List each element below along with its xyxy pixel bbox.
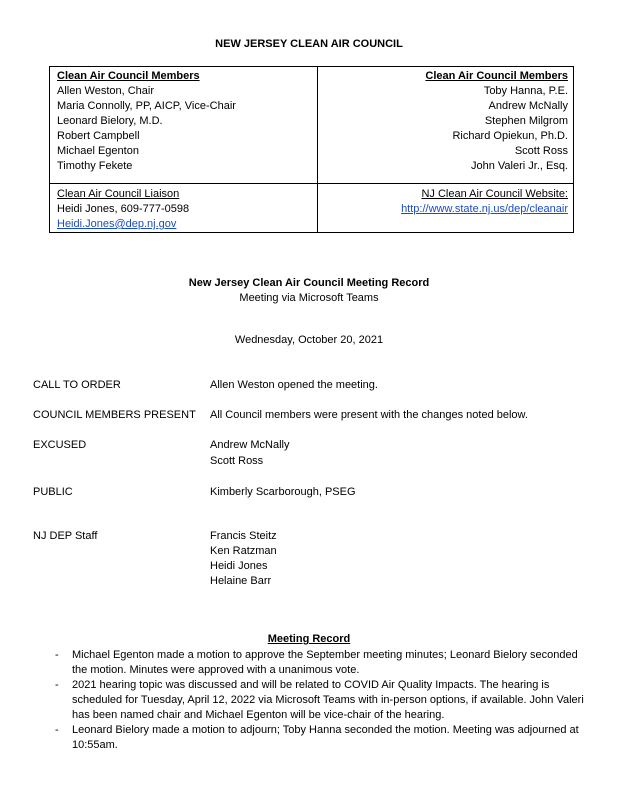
member-name: John Valeri Jr., Esq. [470, 160, 568, 172]
website-cell [318, 187, 568, 217]
call-to-order-value: Allen Weston opened the meeting. [210, 379, 378, 391]
member-name: Toby Hanna, P.E. [483, 85, 568, 97]
record-date: Wednesday, October 20, 2021 [234, 334, 384, 346]
present-label: COUNCIL MEMBERS PRESENT [33, 409, 196, 421]
website-link[interactable]: http://www.state.nj.us/dep/cleanair [401, 203, 568, 215]
record-title: New Jersey Clean Air Council Meeting Record [188, 277, 430, 289]
staff-name: Helaine Barr [210, 575, 272, 587]
excused-name: Scott Ross [210, 455, 264, 467]
excused-name: Andrew McNally [210, 439, 290, 451]
table-divider-horizontal [50, 183, 573, 184]
excused-label: EXCUSED [33, 439, 87, 451]
members-table [49, 66, 574, 233]
list-item [55, 678, 585, 723]
member-name: Richard Opiekun, Ph.D. [452, 130, 568, 142]
list-item [55, 723, 585, 753]
staff-name: Ken Ratzman [210, 545, 277, 557]
member-name: Scott Ross [514, 145, 568, 157]
dash-marker: - [55, 679, 59, 691]
members-right-heading: Clean Air Council Members [425, 70, 568, 82]
member-name: Allen Weston, Chair [57, 85, 155, 97]
dash-marker: - [55, 724, 59, 736]
member-name: Andrew McNally [488, 100, 568, 112]
member-name: Leonard Bielory, M.D. [57, 115, 163, 127]
call-to-order-label: CALL TO ORDER [33, 379, 121, 391]
page-title: NEW JERSEY CLEAN AIR COUNCIL [215, 38, 403, 50]
staff-label: NJ DEP Staff [33, 530, 98, 542]
liaison-contact: Heidi Jones, 609-777-0598 [57, 203, 190, 215]
liaison-email-link[interactable]: Heidi.Jones@dep.nj.gov [57, 218, 177, 230]
record-subtitle: Meeting via Microsoft Teams [239, 292, 379, 304]
list-item-text: 2021 hearing topic was discussed and will be related to COVID Air Quality Impacts. The hearing is scheduled for Tuesday, April 12, 2022 via Microsoft Teams with in-person options, if available. John Valeri has been named chair and Michael Egenton will be vice-chair of the hearing. [72, 679, 584, 721]
public-value: Kimberly Scarborough, PSEG [210, 486, 356, 498]
staff-name: Heidi Jones [210, 560, 268, 572]
members-left-cell [57, 69, 312, 174]
members-right-cell [318, 69, 568, 174]
member-name: Stephen Milgrom [484, 115, 568, 127]
dash-marker: - [55, 649, 59, 661]
liaison-cell [57, 187, 312, 232]
member-name: Robert Campbell [57, 130, 140, 142]
list-item-text: Leonard Bielory made a motion to adjourn; Toby Hanna seconded the motion. Meeting was adjourned at 10:55am. [72, 724, 579, 751]
meeting-record-heading: Meeting Record [267, 633, 351, 645]
members-left-heading: Clean Air Council Members [57, 70, 200, 82]
list-item [55, 648, 585, 678]
website-heading: NJ Clean Air Council Website: [421, 188, 568, 200]
meeting-record-list [55, 648, 585, 753]
liaison-heading: Clean Air Council Liaison [57, 188, 180, 200]
present-value: All Council members were present with the changes noted below. [210, 409, 528, 421]
staff-name: Francis Steitz [210, 530, 277, 542]
member-name: Timothy Fekete [57, 160, 133, 172]
member-name: Maria Connolly, PP, AICP, Vice-Chair [57, 100, 236, 112]
public-label: PUBLIC [33, 486, 73, 498]
member-name: Michael Egenton [57, 145, 139, 157]
list-item-text: Michael Egenton made a motion to approve the September meeting minutes; Leonard Bielory seconded the motion. Minutes were approved with a unanimous vote. [72, 649, 578, 676]
